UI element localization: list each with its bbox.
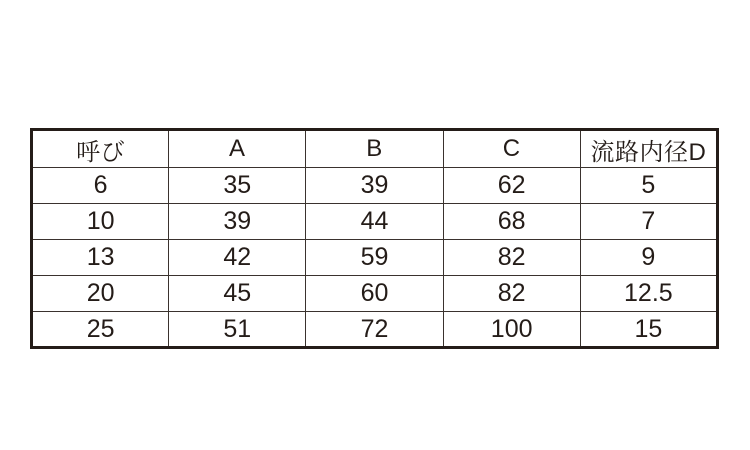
cell-b: 60 bbox=[306, 276, 443, 312]
table-row bbox=[32, 312, 718, 348]
cell-b: 44 bbox=[306, 204, 443, 240]
cell-nominal: 10 bbox=[32, 204, 169, 240]
header-cell-c: C bbox=[443, 130, 580, 168]
cell-a: 42 bbox=[169, 240, 306, 276]
cell-a: 51 bbox=[169, 312, 306, 348]
table-row bbox=[32, 240, 718, 276]
header-cell-flow-diameter: 流路内径D bbox=[580, 130, 717, 168]
header-row bbox=[32, 130, 718, 168]
cell-flow-diameter: 12.5 bbox=[580, 276, 717, 312]
cell-flow-diameter: 5 bbox=[580, 168, 717, 204]
cell-nominal: 20 bbox=[32, 276, 169, 312]
table-row bbox=[32, 276, 718, 312]
table-row bbox=[32, 168, 718, 204]
cell-flow-diameter: 7 bbox=[580, 204, 717, 240]
cell-c: 62 bbox=[443, 168, 580, 204]
cell-a: 39 bbox=[169, 204, 306, 240]
cell-nominal: 25 bbox=[32, 312, 169, 348]
cell-c: 82 bbox=[443, 240, 580, 276]
cell-flow-diameter: 15 bbox=[580, 312, 717, 348]
cell-a: 35 bbox=[169, 168, 306, 204]
cell-nominal: 6 bbox=[32, 168, 169, 204]
cell-b: 39 bbox=[306, 168, 443, 204]
header-cell-nominal: 呼び bbox=[32, 130, 169, 168]
cell-b: 59 bbox=[306, 240, 443, 276]
cell-b: 72 bbox=[306, 312, 443, 348]
cell-c: 82 bbox=[443, 276, 580, 312]
cell-flow-diameter: 9 bbox=[580, 240, 717, 276]
cell-c: 100 bbox=[443, 312, 580, 348]
cell-a: 45 bbox=[169, 276, 306, 312]
dimension-spec-table bbox=[30, 128, 719, 349]
header-cell-b: B bbox=[306, 130, 443, 168]
cell-c: 68 bbox=[443, 204, 580, 240]
table-row bbox=[32, 204, 718, 240]
cell-nominal: 13 bbox=[32, 240, 169, 276]
header-cell-a: A bbox=[169, 130, 306, 168]
